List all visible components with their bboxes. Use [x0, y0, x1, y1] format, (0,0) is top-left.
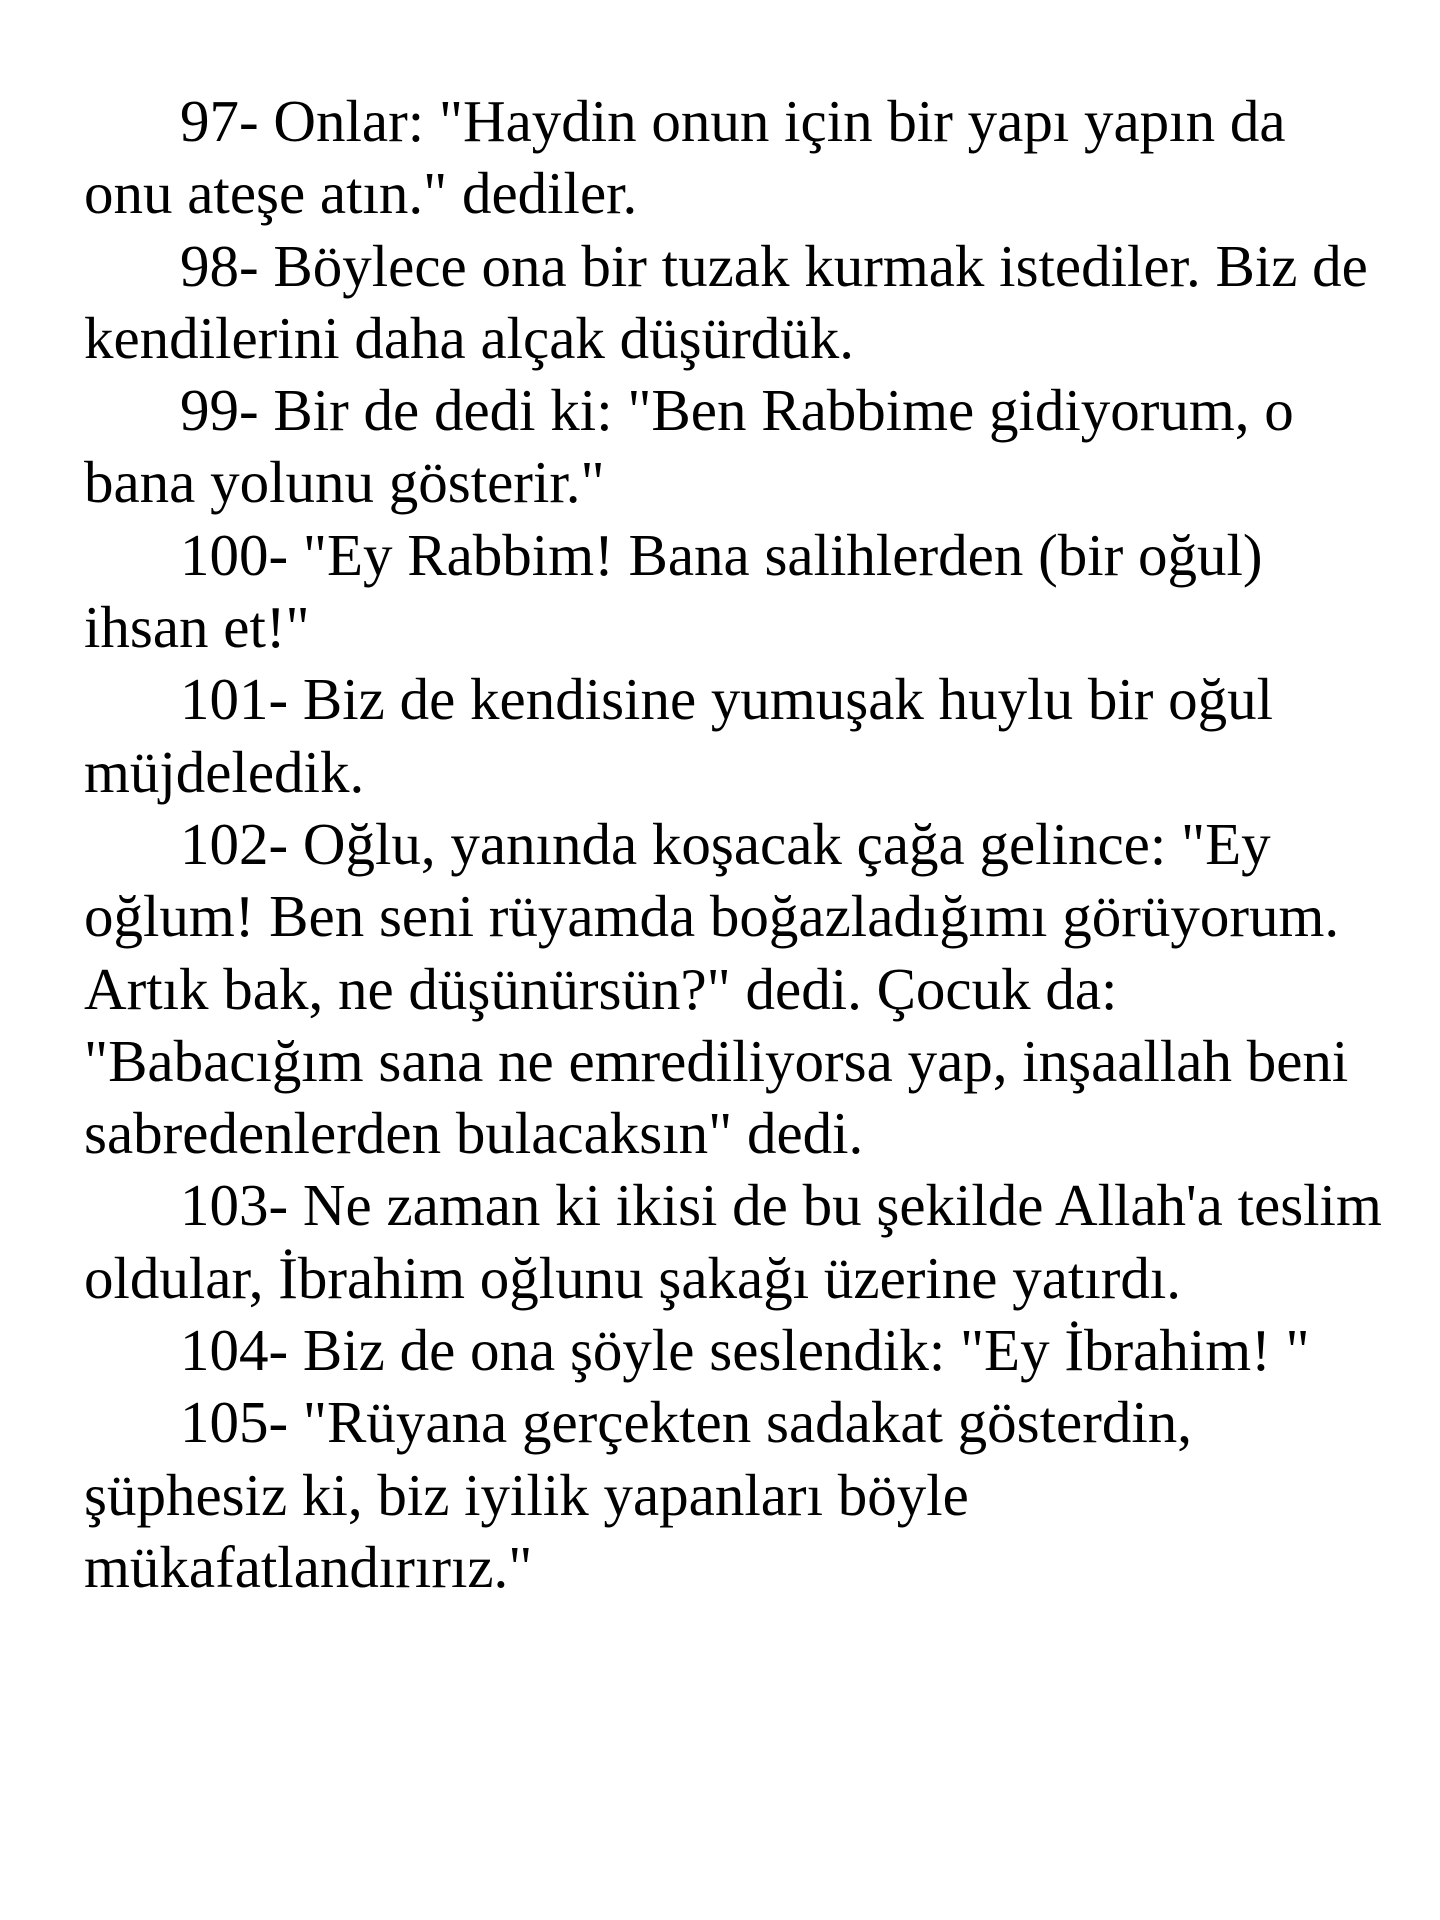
verse-103: 103- Ne zaman ki ikisi de bu şekilde Allah'a teslim oldular, İbrahim oğlunu şakağı üzerine yatırdı.	[84, 1172, 1382, 1311]
verse-101: 101- Biz de kendisine yumuşak huylu bir oğul müjdeledik.	[84, 666, 1273, 805]
verse-98: 98- Böylece ona bir tuzak kurmak istediler. Biz de kendilerini daha alçak düşürdük.	[84, 232, 1368, 371]
verse-105: 105- "Rüyana gerçekten sadakat gösterdin, şüphesiz ki, biz iyilik yapanları böyle mükafatlandırırız."	[84, 1389, 1192, 1600]
verse-102: 102- Oğlu, yanında koşacak çağa gelince: "Ey oğlum! Ben seni rüyamda boğazladığımı görüyorum. Artık bak, ne düşünürsün?" dedi. Çocuk da: "Babacığım sana ne emrediliyorsa yap, inşaallah beni sabredenlerden bulacaksın" dedi.	[84, 810, 1349, 1167]
verse-104: 104- Biz de ona şöyle seslendik: "Ey İbrahim! "	[180, 1317, 1310, 1384]
verse-100: 100- "Ey Rabbim! Bana salihlerden (bir oğul) ihsan et!"	[84, 521, 1263, 661]
verse-99: 99- Bir de dedi ki: "Ben Rabbime gidiyorum, o bana yolunu gösterir."	[84, 377, 1294, 516]
verse-list	[84, 85, 1384, 1603]
verse-97: 97- Onlar: "Haydin onun için bir yapı yapın da onu ateşe atın." dediler.	[84, 88, 1286, 227]
